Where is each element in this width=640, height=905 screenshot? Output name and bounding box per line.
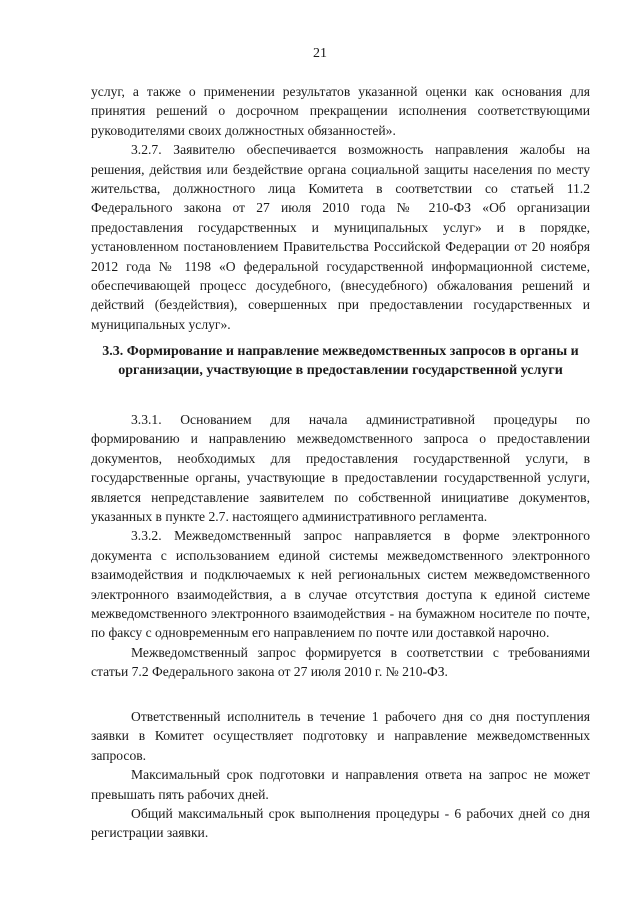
paragraph-max-term: Максимальный срок подготовки и направления ответа на запрос не может превышать пять рабочих дней. bbox=[91, 767, 590, 802]
paragraph-3-2-7: 3.2.7. Заявителю обеспечивается возможность направления жалобы на решения, действия или бездействие органа социальной защиты населения по месту жительства, должностного лица Комитета в соответствии со статьей 11.2 Федерального закона от 27 июля 2010 года № 210-ФЗ «Об организации предоставления государственных и муниципальных услуг» и в порядке, установленном постановлением Правительства Российской Федерации от 20 ноября 2012 года № 1198 «О федеральной государственной информационной системе, обеспечивающей процесс досудебного, (внесудебного) обжалования решений и действий (бездействия), совершенных при предоставлении государственных и муниципальных услуг». bbox=[91, 142, 590, 332]
paragraph-responsible: Ответственный исполнитель в течение 1 рабочего дня со дня поступления заявки в Комитет осуществляет подготовку и направление межведомственных запросов. bbox=[91, 709, 590, 763]
paragraph-intro: услуг, а также о применении результатов указанной оценки как основания для принятия решений о досрочном прекращении исполнения соответствующими руководителями своих должностных обязанностей». bbox=[91, 84, 590, 138]
page-body bbox=[91, 82, 590, 334]
paragraph-request-formed: Межведомственный запрос формируется в соответствии с требованиями статьи 7.2 Федерального закона от 27 июля 2010 г. № 210-ФЗ. bbox=[91, 644, 590, 680]
section-3-3-tail bbox=[91, 707, 590, 843]
paragraph-total-term: Общий максимальный срок выполнения процедуры - 6 рабочих дней со дня регистрации заявки. bbox=[91, 806, 590, 841]
section-3-3-body bbox=[91, 410, 590, 682]
page-number: 21 bbox=[313, 46, 327, 61]
section-3-3 bbox=[96, 342, 585, 380]
section-heading: 3.3. Формирование и направление межведомственных запросов в органы и организации, участвующие в предоставлении государственной услуги bbox=[102, 344, 579, 378]
paragraph-3-3-2: 3.3.2. Межведомственный запрос направляется в форме электронного документа с использованием единой системы межведомственного электронного взаимодействия и подключаемых к ней региональных систем межведомственного электронного взаимодействия, а в случае отсутствия доступа к единой системе межведомственного электронного взаимодействия - на бумажном носителе по почте, по факсу с одновременным его направлением по почте или доставкой нарочно. bbox=[91, 528, 590, 641]
paragraph-3-3-1: 3.3.1. Основанием для начала административной процедуры по формированию и направлению межведомственного запроса о предоставлении документов, необходимых для предоставления государственной услуги, в государственные органы, участвующие в предоставлении государственной услуги, является непредставление заявителем по собственной инициативе документов, указанных в пункте 2.7. настоящего административного регламента. bbox=[91, 412, 590, 525]
